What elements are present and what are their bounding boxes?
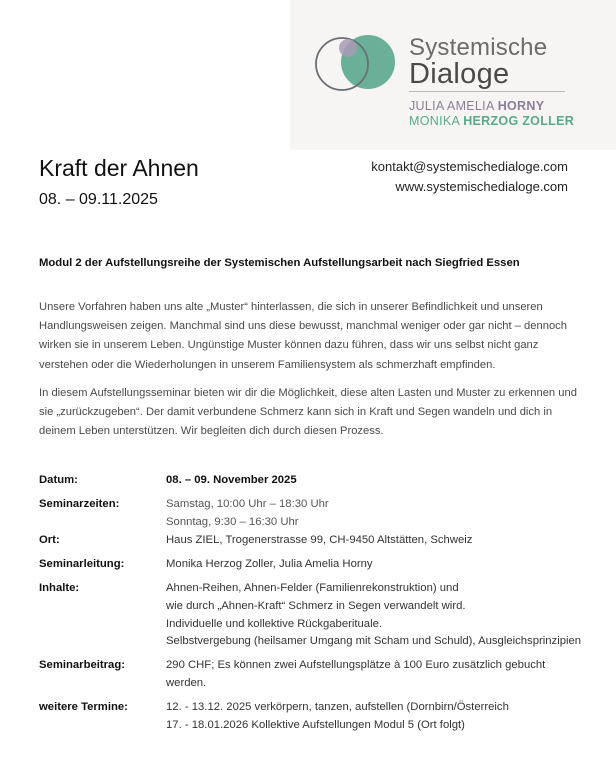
- person-monika-last: HERZOG ZOLLER: [463, 114, 575, 128]
- ort-label: Ort:: [39, 534, 60, 546]
- seminarleitung-value: Monika Herzog Zoller, Julia Amelia Horny: [166, 558, 373, 570]
- datum-value: 08. – 09. November 2025: [166, 474, 297, 486]
- datum-label: Datum:: [39, 474, 78, 486]
- logo-circles-icon: [312, 28, 408, 98]
- inhalte-value: [166, 580, 606, 651]
- person-julia-first: JULIA AMELIA: [409, 99, 494, 113]
- brand-divider: [409, 91, 565, 92]
- weitere-termine-label: weitere Termine:: [39, 701, 128, 713]
- inhalte-line: Selbstvergebung (heilsamer Umgang mit Scham und Schuld), Ausgleichsprinzipien: [166, 635, 582, 648]
- brand-name-line2: Dialoge: [409, 58, 510, 90]
- person-julia: [409, 99, 544, 113]
- person-julia-last: HORNY: [497, 99, 545, 113]
- inhalte-label: Inhalte:: [39, 582, 80, 594]
- seminarbeitrag-label: Seminarbeitrag:: [39, 659, 126, 671]
- logo-lavender-circle: [339, 39, 357, 57]
- inhalte-line: Ahnen-Reihen, Ahnen-Felder (Familienrekonstruktion) und: [166, 582, 459, 594]
- inhalte-line: Individuelle und kollektive Rückgaberituale.: [166, 617, 383, 630]
- intro-paragraph-1: Unsere Vorfahren haben uns alte „Muster“ hinterlassen, die sich in unserer Befindlichkeit und unseren Handlungsweisen zeigen. Manchmal sind uns diese bewusst, manchmal weniger oder gar nicht – dennoch wirken sie in unserem Leben. Ungünstige Muster können dazu führen, dass wir uns selbst nicht ganz verstehen oder die Wiederholungen in unserem Familiensystem als schmerzhaft empfinden.: [39, 301, 567, 371]
- intro-paragraph-2: In diesem Aufstellungsseminar bieten wir dir die Möglichkeit, diese alten Lasten und Muster zu erkennen und sie „zurückzugeben“. Der damit verbundene Schmerz kann sich in Kraft und Segen wandeln und dich in deinem Leben unterstützen. Wir begleiten dich durch diesen Prozess.: [39, 387, 577, 438]
- seminarleitung-label: Seminarleitung:: [39, 558, 125, 570]
- inhalte-line: wie durch „Ahnen-Kraft“ Schmerz in Segen verwandelt wird.: [166, 599, 466, 612]
- weitere-termine-line: 12. - 13.12. 2025 verkörpern, tanzen, aufstellen (Dornbirn/Österreich: [166, 701, 509, 713]
- page-title: Kraft der Ahnen: [39, 155, 199, 181]
- seminarzeiten-line: Samstag, 10:00 Uhr – 18:30 Uhr: [166, 498, 329, 510]
- contact-website[interactable]: www.systemischedialoge.com: [395, 179, 568, 194]
- seminarbeitrag-line: 290 CHF; Es können zwei Aufstellungsplätze à 100 Euro zusätzlich gebucht: [166, 659, 546, 671]
- seminarbeitrag-line: werden.: [166, 676, 207, 689]
- brand-name-line1: Systemische: [409, 34, 548, 61]
- seminarzeiten-label: Seminarzeiten:: [39, 498, 120, 510]
- person-monika: [409, 114, 574, 128]
- module-heading: Modul 2 der Aufstellungsreihe der Systemischen Aufstellungsarbeit nach Siegfried Essen: [39, 257, 520, 269]
- event-date: 08. – 09.11.2025: [39, 191, 158, 208]
- weitere-termine-line: 17. - 18.01.2026 Kollektive Aufstellungen Modul 5 (Ort folgt): [166, 718, 465, 731]
- person-monika-first: MONIKA: [409, 114, 460, 128]
- seminarbeitrag-value: [166, 657, 606, 693]
- ort-value: Haus ZIEL, Trogenerstrasse 99, CH-9450 Altstätten, Schweiz: [166, 534, 473, 546]
- contact-email[interactable]: kontakt@systemischedialoge.com: [371, 159, 568, 174]
- seminarzeiten-value: [166, 496, 606, 532]
- seminarzeiten-line: Sonntag, 9:30 – 16:30 Uhr: [166, 515, 299, 528]
- weitere-termine-value: [166, 699, 606, 735]
